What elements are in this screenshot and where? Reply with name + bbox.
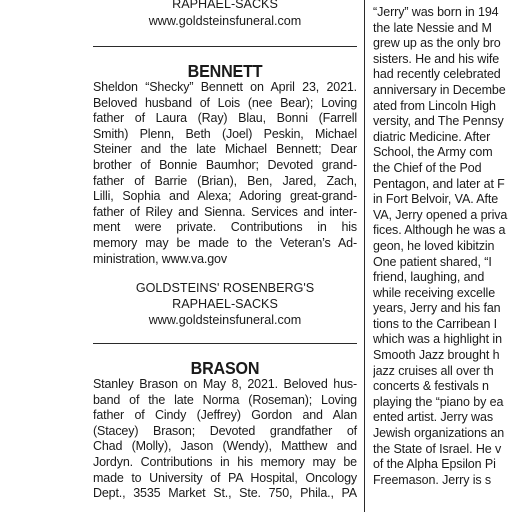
- funeral-home-website: www.goldsteinsfuneral.com: [148, 313, 302, 327]
- obituary-line: sisters. He and his wife: [373, 51, 500, 66]
- funeral-home-name: GOLDSTEINS' ROSENBERG'S: [135, 281, 315, 295]
- obituary-right-column: [373, 5, 512, 488]
- obituary-line: ment were private. Contributions in his: [93, 220, 357, 235]
- obituary-line: School, the Army com: [373, 145, 493, 160]
- obituary-line: father of Cindy (Jeffrey) Gordon and Alan: [93, 408, 357, 423]
- obituary-line: Jewish organizations an: [373, 426, 505, 441]
- obituary-line: Stanley Brason on May 8, 2021. Beloved hus-: [93, 377, 357, 391]
- obituary-line: Lilli, Sophia and Alexa; Adoring great-grand-: [93, 189, 357, 204]
- obituary-line: geon, he loved kibitzin: [373, 238, 495, 253]
- obituary-line: VA, Jerry opened a priva: [373, 207, 508, 222]
- obituary-line: Pentagon, and later at F: [373, 176, 505, 191]
- obituary-line: Sheldon “Shecky” Bennett on April 23, 2021.: [93, 80, 357, 94]
- obituary-line: brother of Bonnie Baumhor; Devoted grand-: [93, 157, 357, 172]
- funeral-home-name: RAPHAEL-SACKS: [172, 297, 278, 311]
- obituary-line: concerts & festivals n: [373, 379, 489, 394]
- obituary-line: grew up as the only bro: [373, 36, 501, 51]
- obituary-line: in Fort Belvoir, VA. Afte: [373, 192, 499, 207]
- section-divider: [93, 343, 357, 344]
- obituary-line: friend, laughing, and: [373, 270, 485, 285]
- obituary-line: fices. Although he was a: [373, 223, 506, 238]
- obituary-line: the late Nessie and M: [373, 20, 492, 35]
- obituary-line: Dept., 3535 Market St., Ste. 750, Phila., PA: [93, 486, 357, 501]
- obituary-line: had recently celebrated: [373, 67, 501, 82]
- obituary-line: father of Barrie (Brian), Ben, Jared, Zach,: [93, 173, 357, 188]
- bennett-funeral-home-block: [93, 280, 357, 328]
- obituary-line: Beloved husband of Lois (nee Bear); Loving: [93, 95, 357, 110]
- funeral-home-name: RAPHAEL-SACKS: [172, 0, 278, 11]
- obituary-line: father of Laura (Ray) Blau, Bonni (Farrell: [93, 111, 357, 126]
- obituary-line: while receiving excelle: [373, 285, 496, 300]
- obituary-line: jazz cruises all over th: [373, 363, 494, 378]
- obituary-line: ated from Lincoln High: [373, 98, 496, 113]
- obituary-line: band of the late Norma (Roseman); Loving: [93, 392, 357, 407]
- obituary-line: tions to the Carribean I: [373, 316, 498, 331]
- obituary-line: playing the “piano by ea: [373, 394, 504, 409]
- obituary-line: One patient shared, “I: [373, 254, 492, 269]
- obituary-line: father of Riley and Sienna. Services and inter-: [93, 204, 357, 219]
- obituary-line: ministration, www.va.gov: [93, 251, 227, 266]
- top-funeral-home-block: [93, 0, 357, 29]
- obituary-line: years, Jerry and his fan: [373, 301, 501, 316]
- obituary-line: ented artist. Jerry was: [373, 410, 493, 425]
- obituary-line: the State of Israel. He v: [373, 441, 502, 456]
- obituary-line: diatric Medicine. After: [373, 129, 491, 144]
- obituary-line: the Chief of the Pod: [373, 160, 482, 175]
- obituary-line: (Stacey) Brason; Devoted grandfather of: [93, 423, 357, 438]
- obituary-line: Chad (Molly), Jason (Wendy), Matthew and: [93, 439, 357, 454]
- obituary-line: versity, and The Pennsy: [373, 114, 504, 129]
- obituary-surname-brason: BRASON: [190, 358, 260, 378]
- section-divider: [93, 46, 357, 47]
- obituary-body-brason: [93, 377, 357, 502]
- obituary-line: “Jerry” was born in 194: [373, 5, 499, 19]
- obituary-line: anniversary in Decembe: [373, 82, 506, 97]
- obituary-line: of the Alpha Epsilon Pi: [373, 457, 496, 472]
- obituary-surname-bennett: BENNETT: [187, 61, 263, 81]
- funeral-home-website: www.goldsteinsfuneral.com: [148, 13, 302, 28]
- obituary-line: Smooth Jazz brought h: [373, 348, 500, 363]
- obituary-line: Jordyn. Contributions in his memory may be: [93, 454, 357, 469]
- obituary-line: which was a highlight in: [373, 332, 502, 347]
- obituary-line: Freemason. Jerry is s: [373, 472, 492, 487]
- column-rule: [364, 0, 365, 512]
- obituary-line: made to University of PA Hospital, Oncology: [93, 470, 357, 485]
- obituary-line: memory may be made to the Veteran’s Ad-: [93, 235, 357, 250]
- obituary-body-bennett: [93, 80, 357, 267]
- obituary-line: Steiner and the late Michael Bennett; Dear: [93, 142, 357, 157]
- obituary-line: Smith) Plenn, Beth (Joel) Peskin, Michael: [93, 126, 357, 141]
